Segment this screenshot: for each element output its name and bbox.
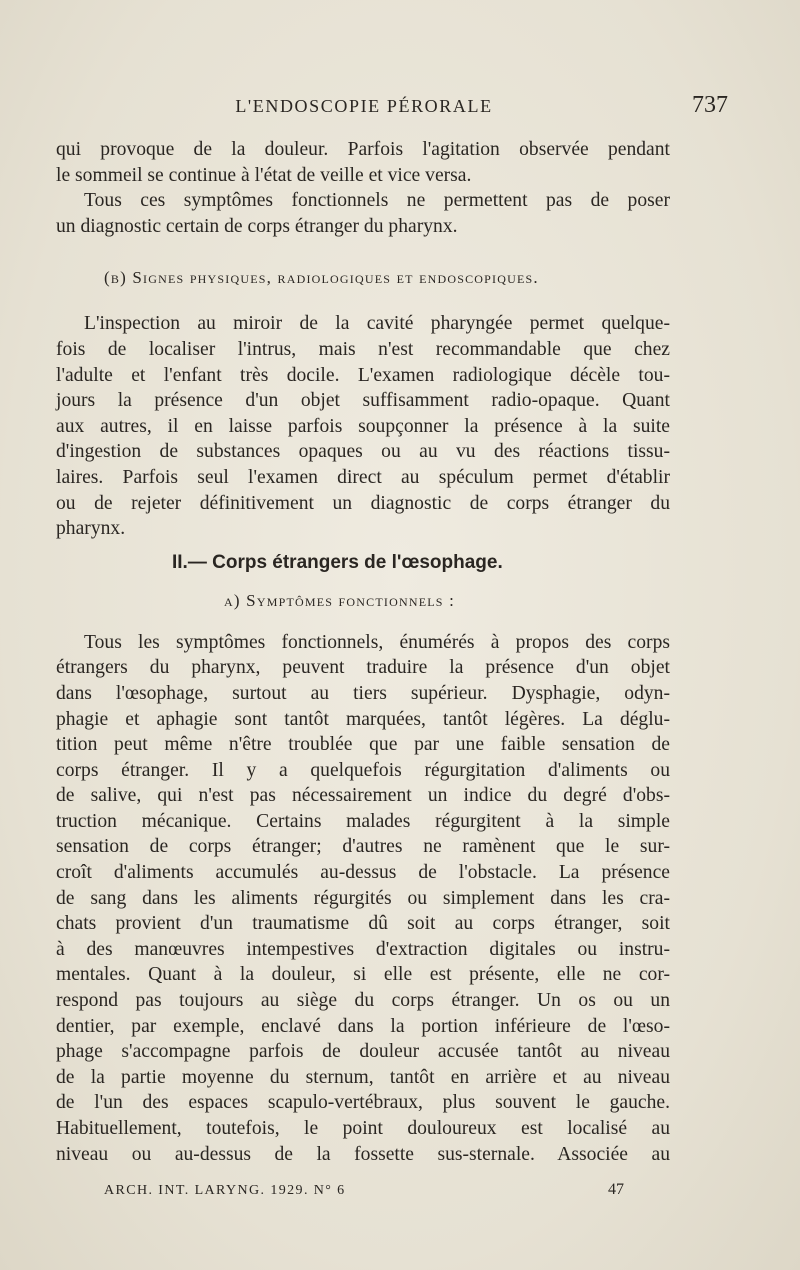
section-heading-a: a) Symptômes fonctionnels : xyxy=(224,590,456,610)
footer xyxy=(104,1183,624,1199)
journal-citation: ARCH. INT. LARYNG. 1929. N° 6 xyxy=(104,1183,346,1198)
section-heading-b: (b) Signes physiques, radiologiques et endoscopiques. xyxy=(104,268,539,288)
text-line: truction mécanique. Certains malades régurgitent à la simple xyxy=(56,810,670,832)
text-line: un diagnostic certain de corps étranger du pharynx. xyxy=(56,215,458,237)
text-line: niveau ou au-dessus de la fossette sus-sternale. Associée au xyxy=(56,1143,670,1165)
text-line: phage s'accompagne parfois de douleur accusée tantôt au niveau xyxy=(56,1041,670,1063)
chapter-heading: II.— Corps étrangers de l'œsophage. xyxy=(172,551,503,573)
text-line: étrangers du pharynx, peuvent traduire la présence d'un objet xyxy=(56,657,670,679)
text-line: chats provient d'un traumatisme dû soit au corps étranger, soit xyxy=(56,913,670,935)
text-line: Tous les symptômes fonctionnels, énumérés à propos des corps xyxy=(84,631,670,653)
text-line: de la partie moyenne du sternum, tantôt en arrière et au niveau xyxy=(56,1066,670,1088)
text-line: Tous ces symptômes fonctionnels ne permettent pas de poser xyxy=(84,190,670,212)
text-line: fois de localiser l'intrus, mais n'est recommandable que chez xyxy=(56,338,670,360)
text-line: ou de rejeter définitivement un diagnostic de corps étranger du xyxy=(56,492,670,514)
text-line: de l'un des espaces scapulo-vertébraux, plus souvent le gauche. xyxy=(56,1092,670,1114)
text-line: pharynx. xyxy=(56,518,126,540)
page-number: 737 xyxy=(692,92,728,118)
text-line: le sommeil se continue à l'état de veille et vice versa. xyxy=(56,164,472,186)
text-line: Habituellement, toutefois, le point douloureux est localisé au xyxy=(56,1118,670,1139)
text-line: tition peut même n'être troublée que par une faible sensation de xyxy=(56,734,670,756)
paragraph-continued xyxy=(56,137,670,188)
text-line: dans l'œsophage, surtout au tiers supérieur. Dysphagie, odyn- xyxy=(56,682,670,704)
text-line: croît d'aliments accumulés au-dessus de l'obstacle. La présence xyxy=(56,862,670,884)
text-line: à des manœuvres intempestives d'extraction digitales ou instru- xyxy=(56,938,670,960)
text-line: mentales. Quant à la douleur, si elle est présente, elle ne cor- xyxy=(56,964,670,986)
text-line: aux autres, il en laisse parfois soupçonner la présence à la suite xyxy=(56,415,670,437)
text-line: sensation de corps étranger; d'autres ne ramènent que le sur- xyxy=(56,836,670,858)
signature-mark: 47 xyxy=(608,1181,624,1198)
running-head xyxy=(56,92,728,122)
text-line: respond pas toujours au siège du corps étranger. Un os ou un xyxy=(56,990,670,1012)
paragraph xyxy=(56,311,670,541)
running-title: L'ENDOSCOPIE PÉRORALE xyxy=(235,96,493,116)
text-line: phagie et aphagie sont tantôt marquées, tantôt légères. La déglu- xyxy=(56,708,670,730)
body-text xyxy=(56,137,670,1167)
text-line: L'inspection au miroir de la cavité pharyngée permet quelque- xyxy=(84,313,670,335)
text-line: qui provoque de la douleur. Parfois l'agitation observée pendant xyxy=(56,139,670,160)
text-line: jours la présence d'un objet suffisamment radio-opaque. Quant xyxy=(56,390,670,412)
paragraph xyxy=(56,188,670,239)
text-line: l'adulte et l'enfant très docile. L'examen radiologique décèle tou- xyxy=(56,364,670,386)
paragraph xyxy=(56,630,670,1167)
text-line: de sang dans les aliments régurgités ou simplement dans les cra- xyxy=(56,887,670,909)
text-line: d'ingestion de substances opaques ou au vu des réactions tissu- xyxy=(56,441,670,463)
text-line: de salive, qui n'est pas nécessairement un indice du degré d'obs- xyxy=(56,785,670,807)
text-line: laires. Parfois seul l'examen direct au spéculum permet d'établir xyxy=(56,466,670,488)
text-line: dentier, par exemple, enclavé dans la portion inférieure de l'œso- xyxy=(56,1015,670,1037)
text-line: corps étranger. Il y a quelquefois régurgitation d'aliments ou xyxy=(56,759,670,781)
